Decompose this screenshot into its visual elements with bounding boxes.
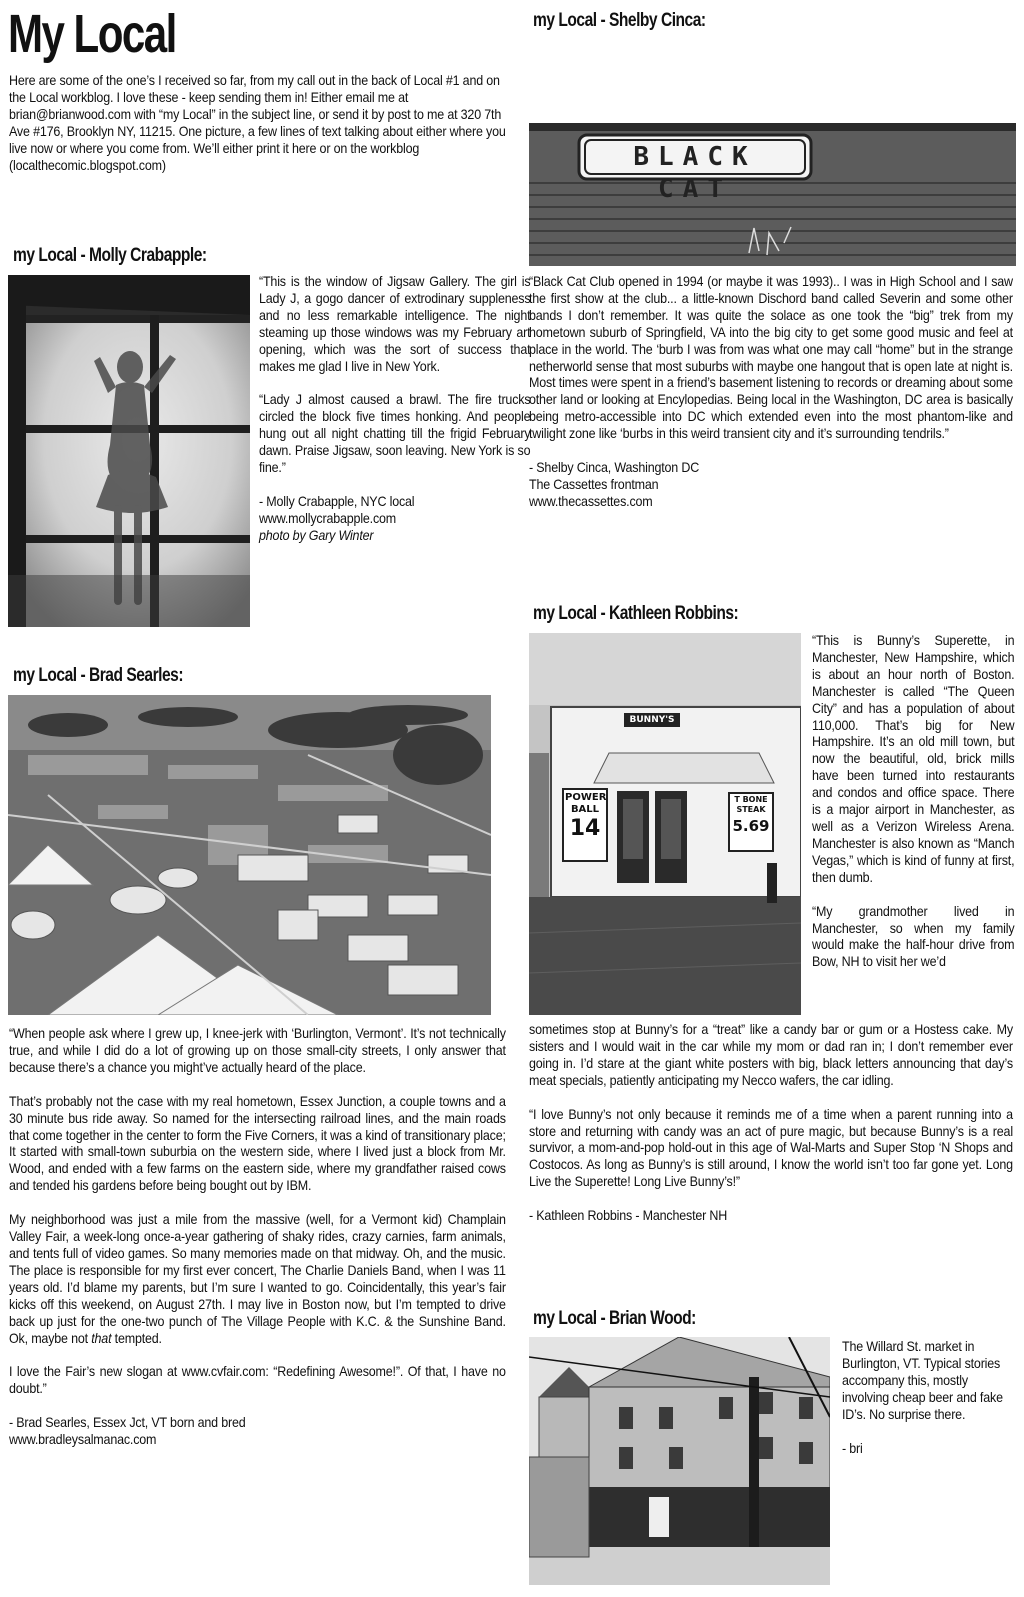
section-heading-brad: my Local - Brad Searles:	[13, 665, 184, 686]
jigsaw-gallery-window-photo	[8, 275, 250, 627]
tbone-poster-line-1: T BONE	[734, 795, 768, 804]
brad-para-4: I love the Fair’s new slogan at www.cvfair.com: “Redefining Awesome!”. Of that, I have no doubt.”	[9, 1364, 506, 1397]
brad-website: www.bradleysalmanac.com	[9, 1432, 157, 1448]
kathleen-para-2-start: “My grandmother lived in Manchester, so when my family would make the half-hour drive from Bow, NH to visit her we’d	[812, 903, 1015, 970]
powerball-poster-line-1: POWER	[565, 792, 607, 803]
black-cat-club-photo	[529, 123, 1016, 266]
black-cat-sign-text: BLACK CAT	[633, 142, 757, 204]
willard-st-market-photo	[529, 1337, 830, 1585]
kathleen-text-column	[812, 633, 1014, 971]
bunnys-store-sign: BUNNY'S	[629, 715, 675, 725]
kathleen-signature: - Kathleen Robbins - Manchester NH	[529, 1208, 728, 1224]
kathleen-para-1: “This is Bunny’s Superette, in Manchester, New Hampshire, which is about an hour north of Boston. Manchester is called “The Queen City” and has a population of about 110,000. That’s big for New Hampshire. It’s an old mill town, but now the beautiful, old, brick mills have been turned into restaurants and condos and office space. There is a major airport in Manchester, as well as a Verizon Wireless Arena. Manchester is also known as “Manch Vegas,” which is kind of funny at first, then dumb.	[812, 633, 1015, 885]
shelby-text	[529, 274, 1013, 511]
molly-para-2: “Lady J almost caused a brawl. The fire trucks circled the block five times honking. And people hung out all night chatting till the frigid February dawn. Praise Jigsaw, soon leaving. New York is so fine.”	[259, 392, 531, 476]
brad-text	[9, 1026, 506, 1449]
intro-text: Here are some of the one’s I received so far, from my call out in the back of Local #1 and on the Local workblog. I love these - keep sending them in! Either email me at brian@brianwood.com with “my Local” in the subject line, or send it by post to me at 320 7th Ave #176, Brooklyn NY, 11215. One picture, a few lines of text talking about either where you live now or where you come from. We’ll either print it here or on the workblog (localthecomic.blogspot.com)	[9, 73, 506, 173]
molly-para-1: “This is the window of Jigsaw Gallery. The girl is Lady J, a gogo dancer of extrodinary suppleness and no less remarkable intelligence. The night steaming up those windows was my February art opening, which was the sort of success that makes me glad I live in New York.	[259, 274, 531, 374]
brian-signature: - bri	[842, 1440, 863, 1456]
brian-para-1: The Willard St. market in Burlington, VT. Typical stories accompany this, mostly involving cheap beer and fake ID’s. No surprise there.	[842, 1339, 1003, 1422]
brad-para-3	[9, 1212, 506, 1347]
brian-text	[842, 1339, 1013, 1457]
page-title: My Local	[8, 4, 176, 64]
brad-signature: - Brad Searles, Essex Jct, VT born and bred	[9, 1415, 246, 1431]
tbone-poster-line-2: STEAK	[736, 805, 766, 814]
molly-text	[259, 274, 530, 545]
kathleen-para-2-end: sometimes stop at Bunny’s for a “treat” like a candy bar or gum or a Hostess cake. My sisters and I would wait in the car while my mom or dad ran in; I don’t remember ever going in. I’d stare at the giant white posters with big, black letters announcing that day’s meat specials, patiently anticipating my Necco wafers, the car idling.	[529, 1022, 1013, 1088]
tbone-steak-poster	[731, 795, 771, 837]
brad-para-3-part-b: tempted.	[111, 1330, 162, 1346]
brad-para-3-emphasis: that	[91, 1330, 112, 1346]
shelby-para-1: “Black Cat Club opened in 1994 (or maybe it was 1993).. I was in High School and I saw the first show at the club... a little-known Dischord band called Severin and some other bands I don’t remember. It was quite the solace as one took the “big” trek from my hometown suburb of Springfield, VA into the big city to get some good music and feel at place in the world. The ‘burb I was from was what one may call “home” but in the strange netherworld sense that most suburbs with maybe one hangout that is open late at night is. Most times were spent in a friend’s basement listening to records or dreaming about some other land or looking at Encylopedias. Being local in the Washington, DC area is basically being metro-accessible into DC which extended even into the most phantom-like and twilight zone like ‘burbs in this weird transient city and it’s surrounding tendrils.”	[529, 274, 1013, 442]
powerball-poster-line-3: 14	[569, 816, 601, 841]
brad-para-1: “When people ask where I grew up, I knee-jerk with ‘Burlington, Vermont’. It’s not technically true, and while I did do a lot of growing up on those small-city streets, I only answer that because there’s a chance you might’ve actually heard of the place.	[9, 1026, 506, 1075]
kathleen-para-3: “I love Bunny’s not only because it reminds me of a time when a parent running into a store and returning with candy was an act of pure magic, but because Bunny’s is a real survivor, a mom-and-pop hold-out in this age of Wal-Marts and Super Stop ‘N Shops and Costocos. As long as Bunny’s is still around, I know the world isn’t too far gone yet. Long Live the Superette! Long Live Bunny’s!”	[529, 1106, 1013, 1190]
molly-website: www.mollycrabapple.com	[259, 510, 397, 526]
shelby-website: www.thecassettes.com	[529, 493, 653, 509]
powerball-poster	[565, 792, 605, 842]
section-heading-brian: my Local - Brian Wood:	[533, 1308, 696, 1329]
brad-para-2: That’s probably not the case with my real hometown, Essex Junction, a couple towns and a 30 minute bus ride away. So named for the intersecting railroad lines, and the main roads that come together in the center to form the Five Corners, it was a kind of transitionary place; It started with small-town suburbia on the western side, where I lived just a block from Mr. Wood, and ended with a few farms on the eastern side, where my grandfather raised cows and tended his gardens before being bought out by IBM.	[9, 1093, 506, 1194]
bunnys-superette-photo	[529, 633, 801, 1015]
powerball-poster-line-2: BALL	[570, 804, 600, 815]
molly-signature: - Molly Crabapple, NYC local	[259, 493, 415, 509]
section-heading-kathleen: my Local - Kathleen Robbins:	[533, 603, 739, 624]
shelby-band: The Cassettes frontman	[529, 476, 659, 492]
section-heading-molly: my Local - Molly Crabapple:	[13, 245, 207, 266]
molly-photo-credit: photo by Gary Winter	[259, 527, 374, 543]
champlain-valley-fair-photo	[8, 695, 491, 1015]
kathleen-text-full	[529, 1022, 1013, 1225]
shelby-signature: - Shelby Cinca, Washington DC	[529, 460, 700, 476]
brad-para-3-part-a: My neighborhood was just a mile from the massive (well, for a Vermont kid) Champlain Valley Fair, a week-long once-a-year gathering of shaky rides, crazy carnies, farm animals, and tents full of video games. So many memories made on that midway. Oh, and the music. The place is responsible for my first ever concert, The Charlie Daniels Band, when I was 11 years old. I’d blame my parents, but I’m sure I wanted to go. Coincidentally, this year’s fair kicks off this weekend, on August 27th. I may live in Boston now, but I’m tempted to drive back up just for the one-two punch of The Village People with K.C. & the Sunshine Band. Ok, maybe not	[9, 1212, 506, 1346]
tbone-poster-line-3: 5.69	[732, 817, 770, 835]
section-heading-shelby: my Local - Shelby Cinca:	[533, 10, 706, 31]
